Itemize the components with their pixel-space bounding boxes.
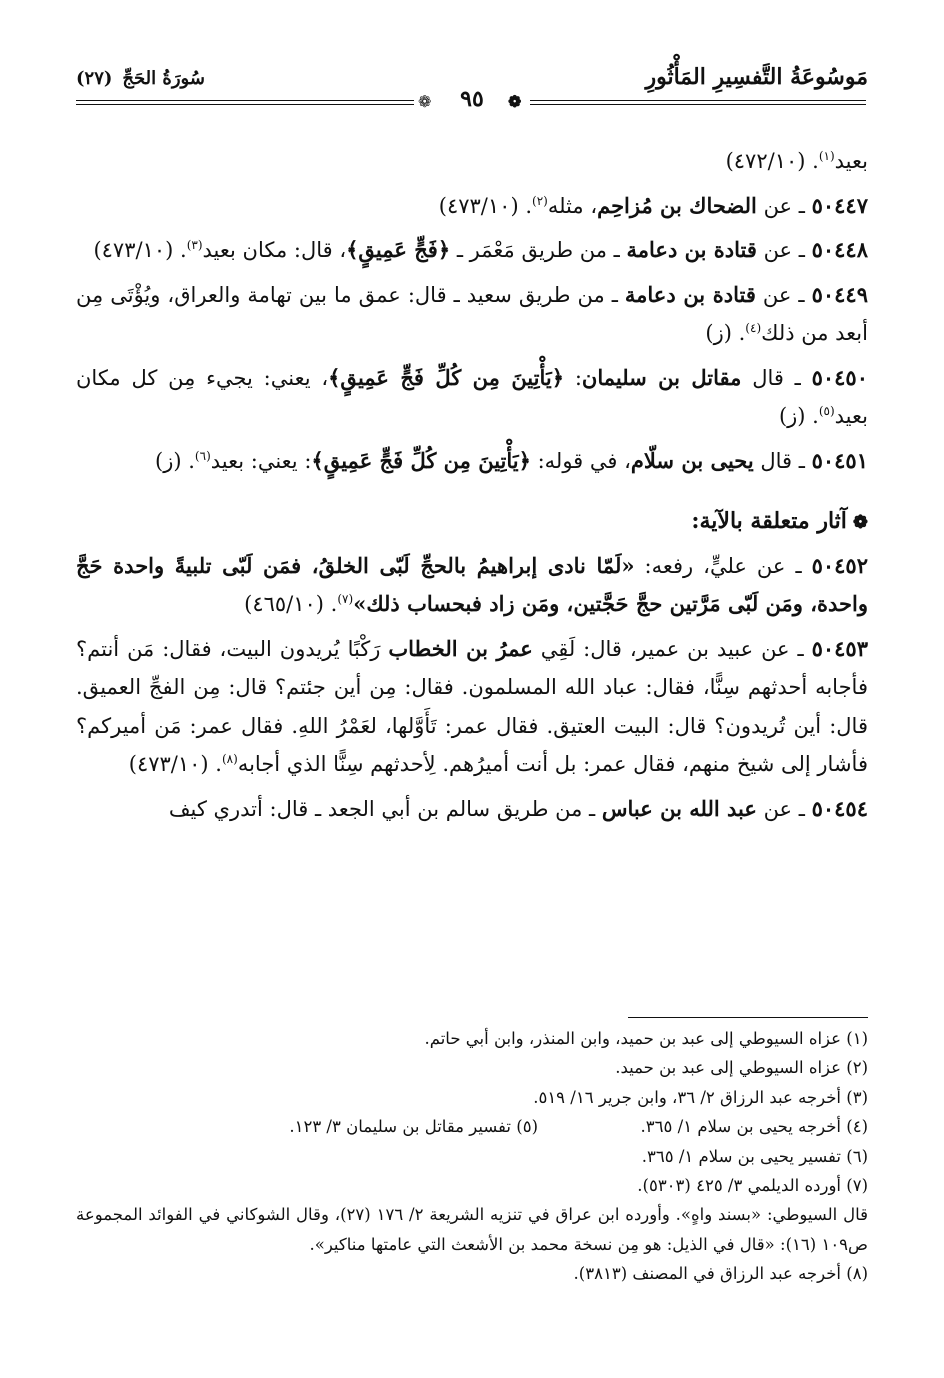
section-heading-text: آثار متعلقة بالآية:: [691, 508, 847, 534]
footnote-marker: (٤): [745, 321, 762, 335]
footnote-5: (٥) تفسير مقاتل بن سليمان ٣/ ١٢٣.: [289, 1117, 538, 1137]
entry-text: ، مثله: [547, 193, 598, 218]
volume-reference: (٤٧٣/١٠): [128, 752, 209, 776]
hadith-entry: [76, 442, 868, 481]
entries-list: [76, 142, 868, 480]
footnote-8: (٨) أخرجه عبد الرزاق في المصنف (٣٨١٣).: [573, 1264, 868, 1284]
entry-number: ٥٠٤٤٩: [811, 281, 868, 307]
footnote-marker: (٥): [818, 404, 835, 418]
entry-number: ٥٠٤٥٢: [811, 552, 868, 578]
entry-text: ، يعني: يجيء مِن كل مكان بعيد: [76, 365, 868, 428]
footnote-6: (٦) تفسير يحيى بن سلام ١/ ٣٦٥.: [641, 1146, 868, 1166]
footnote-row-4-5: [76, 1112, 868, 1141]
narrator-name: عمرُ بن الخطاب: [388, 635, 533, 661]
footnote-marker: (٢): [532, 193, 548, 208]
footnote-marker: (٨): [221, 752, 238, 766]
entry-text: ـ قال: [741, 365, 812, 390]
entry-text: .: [805, 404, 819, 428]
entry-text: ـ عن: [755, 282, 812, 307]
footnote-2: (٢) عزاه السيوطي إلى عبد بن حميد.: [615, 1058, 868, 1078]
entry-number: ٥٠٤٥١: [811, 447, 868, 473]
entry-text: .: [731, 321, 746, 345]
hadith-entry: [76, 276, 868, 353]
entry-text: بعيد: [834, 149, 868, 173]
entry-number: ٥٠٤٥٠: [811, 364, 868, 390]
entry-text: .: [173, 238, 187, 262]
hadith-entry: [76, 187, 868, 226]
volume-reference: (٤٦٥/١٠): [244, 592, 324, 616]
volume-reference: (٤٧٢/١٠): [725, 149, 806, 173]
narrator-name: «لَمّا نادى إبراهيمُ بالحجِّ لَبّى الخلقُ، فمَن لَبّى تلبيةً واحدة حَجَّ واحدة، ومَن لَبّى مَرَّتين حجَّ حَجَّتين، ومَن زاد فبحساب ذلك»: [76, 552, 868, 616]
hadith-entry: [76, 790, 868, 829]
entry-text: ـ عن عليٍّ، رفعه:: [634, 553, 812, 578]
narrator-name: يحيى بن سلّام: [630, 447, 754, 473]
entry-number: ٥٠٤٥٣: [811, 635, 868, 661]
entry-text: ـ من طريق سعيد ـ قال: عمق ما بين تهامة والعراق، ويُؤْتَى مِن أبعد من ذلك: [76, 282, 868, 345]
entry-text: ـ عن: [756, 238, 812, 262]
entry-text: .: [805, 149, 819, 173]
footnote-3: (٣) أخرجه عبد الرزاق ٢/ ٣٦، وابن جرير ١٦/ ٥١٩.: [533, 1087, 868, 1107]
narrator-name: قتادة بن دعامة: [624, 281, 756, 307]
entry-number: ٥٠٤٤٧: [811, 192, 868, 218]
volume-reference: (ز): [705, 321, 732, 345]
footnote-7: (٧) أورده الديلمي ٣/ ٤٢٥ (٥٣٠٣).: [637, 1176, 868, 1196]
footnote-marker: (١): [818, 149, 835, 163]
footnote-7-continued: قال السيوطي: «بسند واهٍ». وأورده ابن عراق في تنزيه الشريعة ٢/ ١٧٦ (٢٧)، وقال الشوكاني في الفوائد المجموعة ص١٠٩ (١٦): «قال في الذيل: هو مِن نسخة محمد بن الأشعث التي عامتها مناكير».: [76, 1205, 868, 1254]
entry-text: ـ عن عبيد بن عمير، قال: لَقِي: [532, 636, 812, 661]
entry-text: .: [208, 752, 222, 776]
quran-quote: ﴿يَأْتِينَ مِن كُلِّ فَجٍّ عَمِيقٍ﴾: [328, 364, 565, 390]
page-number: ٩٥: [460, 86, 484, 112]
footnote-rule: [628, 1017, 868, 1018]
narrator-name: الضحاك بن مُزاحِم: [597, 192, 757, 218]
header-rule: [530, 100, 866, 101]
hadith-entry: [76, 231, 868, 270]
footnotes: [76, 1024, 868, 1289]
quran-quote: ﴿يَأْتِينَ مِن كُلِّ فَجٍّ عَمِيقٍ﴾: [311, 447, 531, 473]
volume-reference: (٤٧٣/١٠): [438, 193, 519, 218]
header-rule: [76, 100, 414, 101]
ornament-icon: ❁: [508, 92, 522, 111]
main-text: [76, 142, 868, 834]
entry-text: .: [181, 448, 195, 473]
entry-text: ـ عن: [756, 193, 812, 218]
entry-text: .: [324, 592, 338, 616]
ornament-icon: ❁: [418, 92, 432, 111]
footnote-marker: (٣): [186, 238, 203, 252]
hadith-entry: [76, 142, 868, 181]
narrator-name: قتادة بن دعامة: [626, 237, 757, 262]
entry-text: ، في قوله:: [530, 448, 631, 473]
entry-text: رَكْبًا يُريدون البيت، فقال: مَن أنتم؟ فأجابه أحدثهم سِنًّا، فقال: عباد الله المسلمون. فقال: مِن أين جئتم؟ قال: مِن الفجِّ العميق. قال: أين تُريدون؟ قال: البيت العتيق. فقال عمر: تَأَوَّلها، لعَمْرُ اللهِ. فقال عمر: مَن أميركم؟ فأشار إلى شيخ منهم، فقال عمر: بل أنت أميرُهم. لِأحدثهم سِنًّا الذي أجابه: [76, 636, 868, 776]
footnote-4: (٤) أخرجه يحيى بن سلام ١/ ٣٦٥.: [640, 1117, 868, 1137]
hadith-entry: [76, 547, 868, 624]
narrator-name: مقاتل بن سليمان: [581, 364, 742, 390]
entry-text: ـ قال: [753, 448, 812, 473]
entry-text: : يعني: بعيد: [210, 448, 312, 473]
entry-text: ـ من طريق مَعْمَر ـ: [450, 238, 627, 262]
entries-list-2: [76, 547, 868, 829]
header-rule: [76, 104, 414, 105]
quran-quote: ﴿فَجٍّ عَمِيقٍ﴾: [346, 237, 451, 262]
entry-text: ـ من طريق سالم بن أبي الجعد ـ قال: أتدري كيف: [168, 796, 602, 821]
footnote-marker: (٧): [337, 592, 354, 606]
entry-number: ٥٠٤٥٤: [811, 795, 868, 821]
section-heading: [76, 502, 868, 543]
hadith-entry: [76, 630, 868, 784]
entry-text: ـ عن: [756, 796, 812, 821]
narrator-name: عبد الله بن عباس: [601, 795, 757, 821]
book-title: مَوسُوعَةُ التَّفسِيرِ المَأْثُورِ: [645, 64, 868, 90]
volume-reference: (ز): [155, 448, 182, 473]
entry-text: ، قال: مكان بعيد: [202, 238, 347, 262]
flower-icon: ❁: [852, 512, 868, 533]
entry-number: ٥٠٤٤٨: [811, 237, 868, 262]
footnote-marker: (٦): [194, 448, 211, 463]
surah-name: سُورَةُ الحَجِّ: [122, 68, 205, 89]
header-rule: [530, 104, 866, 105]
footnote-1: (١) عزاه السيوطي إلى عبد بن حميد، وابن المنذر، وابن أبي حاتم.: [424, 1029, 868, 1048]
entry-text: .: [518, 193, 533, 218]
entry-text: :: [564, 365, 582, 390]
volume-reference: (ز): [778, 404, 806, 428]
surah-label: [76, 68, 205, 89]
hadith-entry: [76, 359, 868, 436]
volume-reference: (٤٧٣/١٠): [93, 238, 174, 262]
verse-number: (٢٧): [76, 68, 113, 89]
